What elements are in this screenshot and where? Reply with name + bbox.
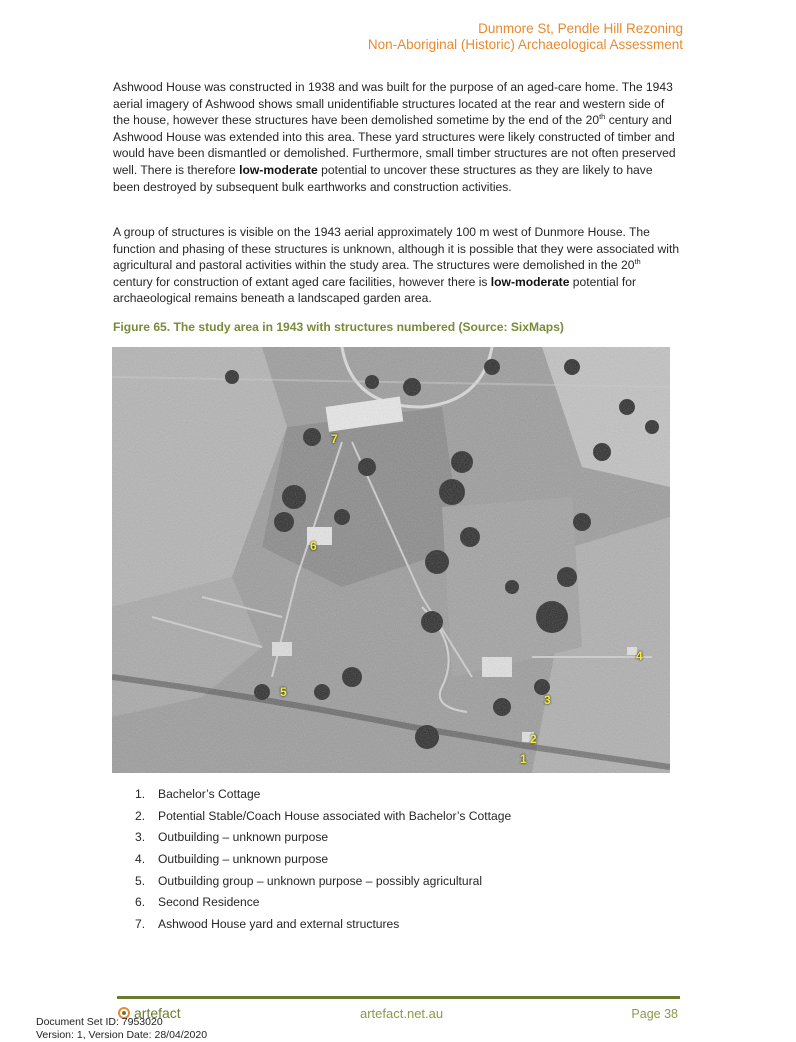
aerial-photo-1943: [112, 347, 670, 773]
figure-caption: Figure 65. The study area in 1943 with structures numbered (Source: SixMaps): [113, 320, 564, 334]
paragraph-ashwood: Ashwood House was constructed in 1938 and was built for the purpose of an aged-care home. The 1943 aerial imagery of Ashwood shows small unidentifiable structures located at the rear and western side of the house, however these structures have been demolished sometime by the end of the 20th century and Ashwood House was extended into this area. These yard structures were likely constructed of timber and would have been dismantled or demolished. Furthermore, small timber structures are not often preserved well. There is therefore low-moderate potential to uncover these structures as they are likely to have been destroyed by subsequent bulk earthworks and construction activities.: [113, 80, 676, 194]
structure-legend: [135, 786, 511, 938]
figure-label-4: 4: [636, 649, 643, 663]
artefact-logo: artefact: [118, 1005, 181, 1021]
document-version: Version: 1, Version Date: 28/04/2020: [36, 1029, 208, 1041]
list-item: 1. Bachelor’s Cottage: [135, 787, 261, 801]
list-item: 4. Outbuilding – unknown purpose: [135, 852, 329, 867]
figure-label-6: 6: [310, 539, 317, 553]
list-item: 3. Outbuilding – unknown purpose: [135, 830, 329, 845]
footer-divider: [117, 996, 680, 999]
footer-website: artefact.net.au: [360, 1006, 444, 1021]
figure-label-1: 1: [520, 752, 527, 766]
header-subtitle: Non-Aboriginal (Historic) Archaeological Assessment: [367, 37, 683, 52]
paragraph-structures-group: A group of structures is visible on the 1943 aerial approximately 100 m west of Dunmore House. The function and phasing of these structures is unknown, although it is possible that they were associated with agricultural and pastoral activities within the study area. The structures were demolished in the 20th century for construction of extant aged care facilities, however there is low-moderate potential for archaeological remains beneath a landscaped garden area.: [113, 225, 680, 306]
figure-label-7: 7: [331, 432, 338, 446]
figure-label-5: 5: [280, 685, 287, 699]
list-item: 6. Second Residence: [135, 895, 260, 910]
list-item: 7. Ashwood House yard and external structures: [135, 917, 400, 932]
list-item: 5. Outbuilding group – unknown purpose – possibly agricultural: [135, 873, 483, 888]
document-set-id: Document Set ID: 7953020: [36, 1016, 163, 1028]
header-title: Dunmore St, Pendle Hill Rezoning: [478, 21, 683, 36]
page-number: Page 38: [631, 1007, 678, 1021]
document-set-info: [36, 1016, 207, 1042]
figure-label-2: 2: [530, 732, 537, 746]
page-header: [368, 21, 683, 53]
aerial-photo-graphic: [112, 347, 670, 773]
figure-label-3: 3: [544, 693, 551, 707]
list-item: 2. Potential Stable/Coach House associated with Bachelor’s Cottage: [135, 808, 512, 823]
